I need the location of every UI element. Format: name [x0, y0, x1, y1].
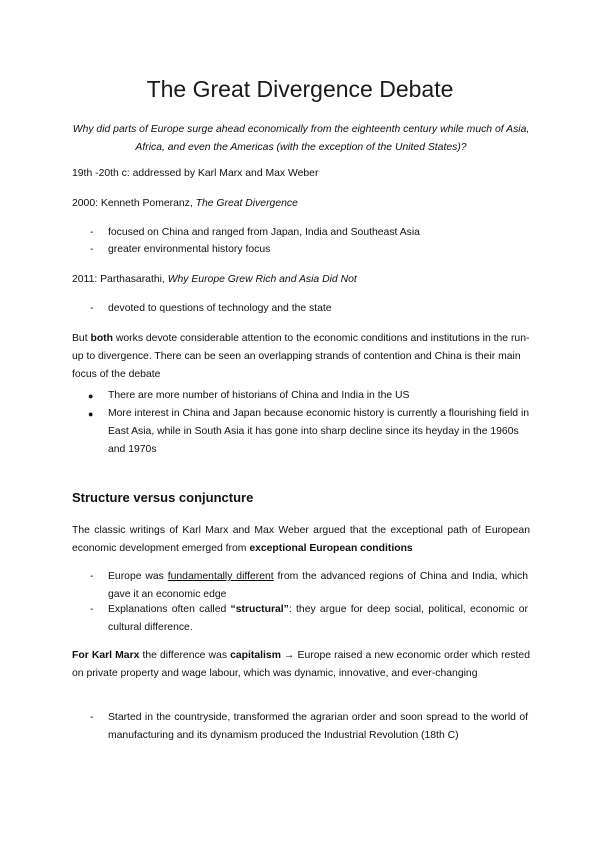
classic-bold: exceptional European conditions — [249, 543, 413, 554]
both-rest: works devote considerable attention to the economic conditions and institutions in the run-up to divergence. There can be seen an overlapping strands of contention and China is their main focus of the debate — [72, 333, 530, 380]
dash-marker: - — [90, 244, 94, 255]
classic-text: The classic writings of Karl Marx and Max Weber argued that the exceptional path of European economic development emerged from — [72, 525, 530, 554]
dash-marker: - — [90, 303, 94, 314]
marx-bold-1: For Karl Marx — [72, 650, 140, 661]
marx-mid: the difference was — [139, 650, 231, 661]
structure-item-1 — [108, 568, 528, 604]
line-marx-weber: 19th -20th c: addressed by Karl Marx and Max Weber — [72, 168, 319, 179]
parthasarathi-prefix: 2011: Parthasarathi, — [72, 274, 168, 285]
bullet-marker: ● — [88, 409, 94, 419]
bullet-item-2: More interest in China and Japan because economic history is currently a flourishing field in East Asia, while in South Asia it has gone into sharp decline since its heyday in the 1960s and 1970s — [108, 408, 530, 455]
dash-marker: - — [90, 712, 94, 723]
subtitle-question: Why did parts of Europe surge ahead economically from the eighteenth century while much of Asia, Africa, and even the Americas (with the exception of the United States)? — [72, 124, 530, 153]
marx-rest: → Europe raised a new economic order which rested on private property and wage labour, which was dynamic, innovative, and ever-changing — [72, 650, 530, 679]
dash-marker: - — [90, 604, 94, 615]
pomeranz-item-1: focused on China and ranged from Japan, India and Southeast Asia — [108, 227, 420, 238]
parthasarathi-book-title: Why Europe Grew Rich and Asia Did Not — [167, 274, 357, 285]
structure-item-1-pre: Europe was — [108, 571, 168, 582]
both-paragraph — [72, 330, 530, 384]
bullet-item-1: There are more number of historians of China and India in the US — [108, 390, 410, 401]
page-title: The Great Divergence Debate — [146, 76, 454, 102]
marx-bold-2: capitalism — [230, 650, 281, 661]
parthasarathi-line — [72, 271, 530, 289]
structure-item-2-bold: “structural” — [230, 604, 289, 615]
structure-item-2-post: : they argue for deep social, political, economic or cultural difference. — [108, 604, 529, 633]
dash-marker: - — [90, 571, 94, 582]
marx-item-1: Started in the countryside, transformed the agrarian order and soon spread to the world of manufacturing and its dynamism produced the Industrial Revolution (18th C) — [108, 712, 528, 741]
classic-paragraph — [72, 522, 530, 558]
structure-item-1-post: from the advanced regions of China and India, which gave it an economic edge — [108, 571, 528, 600]
dash-marker: - — [90, 227, 94, 238]
pomeranz-line — [72, 195, 530, 213]
structure-item-1-underline: fundamentally different — [167, 571, 274, 582]
bullet-marker: ● — [88, 391, 94, 401]
structure-item-2-pre: Explanations often called — [108, 604, 231, 615]
section-heading: Structure versus conjuncture — [72, 490, 254, 505]
marx-paragraph — [72, 647, 530, 683]
structure-item-2 — [108, 601, 528, 637]
both-bold: both — [90, 333, 113, 344]
pomeranz-book-title: The Great Divergence — [195, 198, 298, 209]
parthasarathi-item-1: devoted to questions of technology and the state — [108, 303, 332, 314]
pomeranz-item-2: greater environmental history focus — [108, 244, 271, 255]
pomeranz-prefix: 2000: Kenneth Pomeranz, — [72, 198, 196, 209]
both-pre: But — [72, 333, 91, 344]
